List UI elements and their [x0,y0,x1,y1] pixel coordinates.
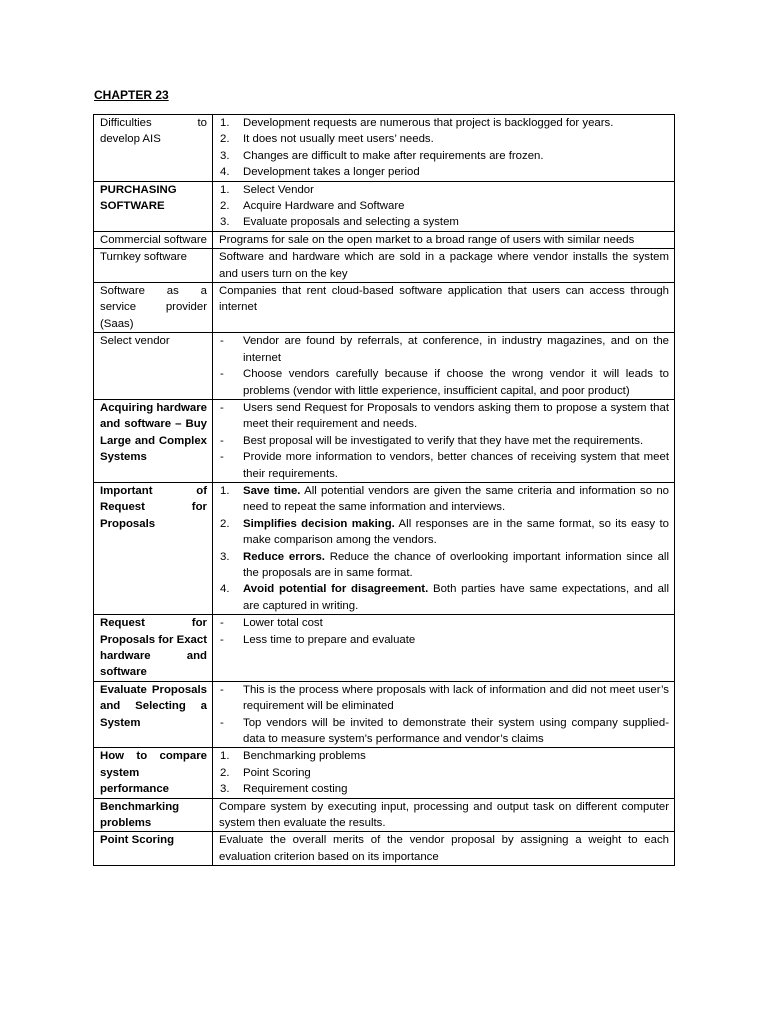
item-text: Lower total cost [243,617,323,630]
notes-table-body [94,115,675,866]
list-item [219,748,669,764]
item-text: Changes are difficult to make after requirements are frozen. [243,149,544,162]
item-text: Acquire Hardware and Software [243,200,405,213]
item-text: Less time to prepare and evaluate [243,633,416,646]
term-cell: Turnkey software [94,249,213,283]
list-marker: - [220,633,224,646]
item-text: Evaluate proposals and selecting a system [243,216,459,229]
list-marker: 3. [220,783,230,796]
list-item [219,148,669,164]
table-row [94,283,675,333]
term-cell: PURCHASING SOFTWARE [94,181,213,231]
item-text: All potential vendors are given the same criteria and information so no need to repeat the same information and interviews. [243,484,669,514]
notes-table [93,114,675,866]
table-row [94,832,675,866]
table-row [94,748,675,798]
list-marker: - [220,617,224,630]
definition-cell [213,681,675,748]
item-text: Choose vendors carefully because if choose the wrong vendor it will leads to problems (vendor with little experience, insufficient capital, and poor product) [243,368,669,397]
definition-cell [213,399,675,482]
list-marker: 1. [220,183,230,196]
list-marker: 2. [220,517,230,530]
item-text: Select Vendor [243,183,314,196]
list-item [219,115,669,131]
list-marker: - [220,716,224,729]
item-text: Both parties have same expectations, and all are captured in writing. [243,583,669,612]
term-cell: Commercial software [94,231,213,248]
definition-cell [213,333,675,400]
definition-cell: Software and hardware which are sold in a package where vendor installs the system and users turn on the key [213,249,675,283]
list-item [219,682,669,715]
list-item [219,131,669,147]
table-row [94,115,675,182]
definition-cell [213,615,675,682]
list-item [219,715,669,748]
table-row [94,681,675,748]
term-cell: Benchmarking problems [94,798,213,832]
definition-cell [213,482,675,614]
list-item [219,182,669,198]
item-text: Vendor are found by referrals, at conference, in industry magazines, and on the internet [243,335,669,364]
list-marker: 1. [220,750,230,763]
list-item [219,632,669,648]
term-cell: How to compare system performance [94,748,213,798]
item-text: This is the process where proposals with lack of information and did not meet user’s requirement will be eliminated [243,683,669,713]
definition-cell [213,748,675,798]
table-row [94,482,675,614]
list-marker: - [220,451,224,464]
term-cell: Request for Proposals for Exact hardware and software [94,615,213,682]
list-item [219,516,669,549]
chapter-heading: CHAPTER 23 [94,88,169,102]
item-text: All responses are in the same format, so its easy to make comparison among the vendors. [243,517,669,547]
list-item [219,333,669,366]
definition-cell: Programs for sale on the open market to a broad range of users with similar needs [213,231,675,248]
list-item [219,581,669,614]
list-marker: - [220,335,224,348]
definition-cell: Evaluate the overall merits of the vendor proposal by assigning a weight to each evaluation criterion based on its importance [213,832,675,866]
item-lead: Save time. [243,484,301,497]
list-item [219,400,669,433]
term-cell: Software as a service provider (Saas) [94,283,213,333]
list-marker: 3. [220,550,230,563]
item-lead: Simplifies decision making. [243,517,395,530]
item-text: Requirement costing [243,783,348,796]
table-row [94,615,675,682]
list-item [219,449,669,482]
list-item [219,483,669,516]
item-text: Top vendors will be invited to demonstrate their system using company supplied-data to measure system’s performance and vendor’s claims [243,716,669,746]
definition-cell: Compare system by executing input, processing and output task on different computer system then evaluate the results. [213,798,675,832]
list-marker: 1. [220,117,230,129]
term-cell: Select vendor [94,333,213,400]
list-item [219,781,669,797]
list-item [219,765,669,781]
list-item [219,164,669,180]
term-cell: Evaluate Proposals and Selecting a System [94,681,213,748]
list-item [219,198,669,214]
item-text: Development requests are numerous that project is backlogged for years. [243,117,614,129]
table-row [94,333,675,400]
item-lead: Reduce errors. [243,550,325,563]
list-item [219,214,669,230]
term-cell: Difficulties to develop AIS [94,115,213,182]
definition-cell [213,181,675,231]
term-cell: Important of Request for Proposals [94,482,213,614]
list-marker: 1. [220,484,230,497]
item-text: Users send Request for Proposals to vendors asking them to propose a system that meet their requirement and needs. [243,401,669,431]
list-marker: - [220,683,224,696]
list-item [219,549,669,582]
list-marker: 2. [220,200,230,213]
item-text: Benchmarking problems [243,750,366,763]
table-row [94,399,675,482]
list-marker: 2. [220,133,230,146]
item-text: Provide more information to vendors, better chances of receiving system that meet their requirements. [243,451,669,480]
item-text: Development takes a longer period [243,166,420,179]
list-item [219,433,669,449]
list-marker: 3. [220,216,230,229]
item-text: It does not usually meet users’ needs. [243,133,434,146]
list-marker: - [220,434,224,447]
list-marker: - [220,368,224,381]
definition-cell: Companies that rent cloud-based software application that users can access through internet [213,283,675,333]
list-item [219,615,669,631]
table-row [94,181,675,231]
table-row [94,231,675,248]
list-marker: 2. [220,766,230,779]
list-marker: 3. [220,149,230,162]
table-row [94,798,675,832]
term-cell: Acquiring hardware and software – Buy Large and Complex Systems [94,399,213,482]
definition-cell [213,115,675,182]
list-marker: - [220,401,224,414]
item-text: Best proposal will be investigated to verify that they have met the requirements. [243,434,644,447]
item-text: Reduce the chance of overlooking important information since all the proposals are in same format. [243,550,669,579]
item-text: Point Scoring [243,766,311,779]
list-marker: 4. [220,166,230,179]
term-cell: Point Scoring [94,832,213,866]
table-row [94,249,675,283]
list-marker: 4. [220,583,230,596]
list-item [219,366,669,399]
item-lead: Avoid potential for disagreement. [243,583,429,596]
